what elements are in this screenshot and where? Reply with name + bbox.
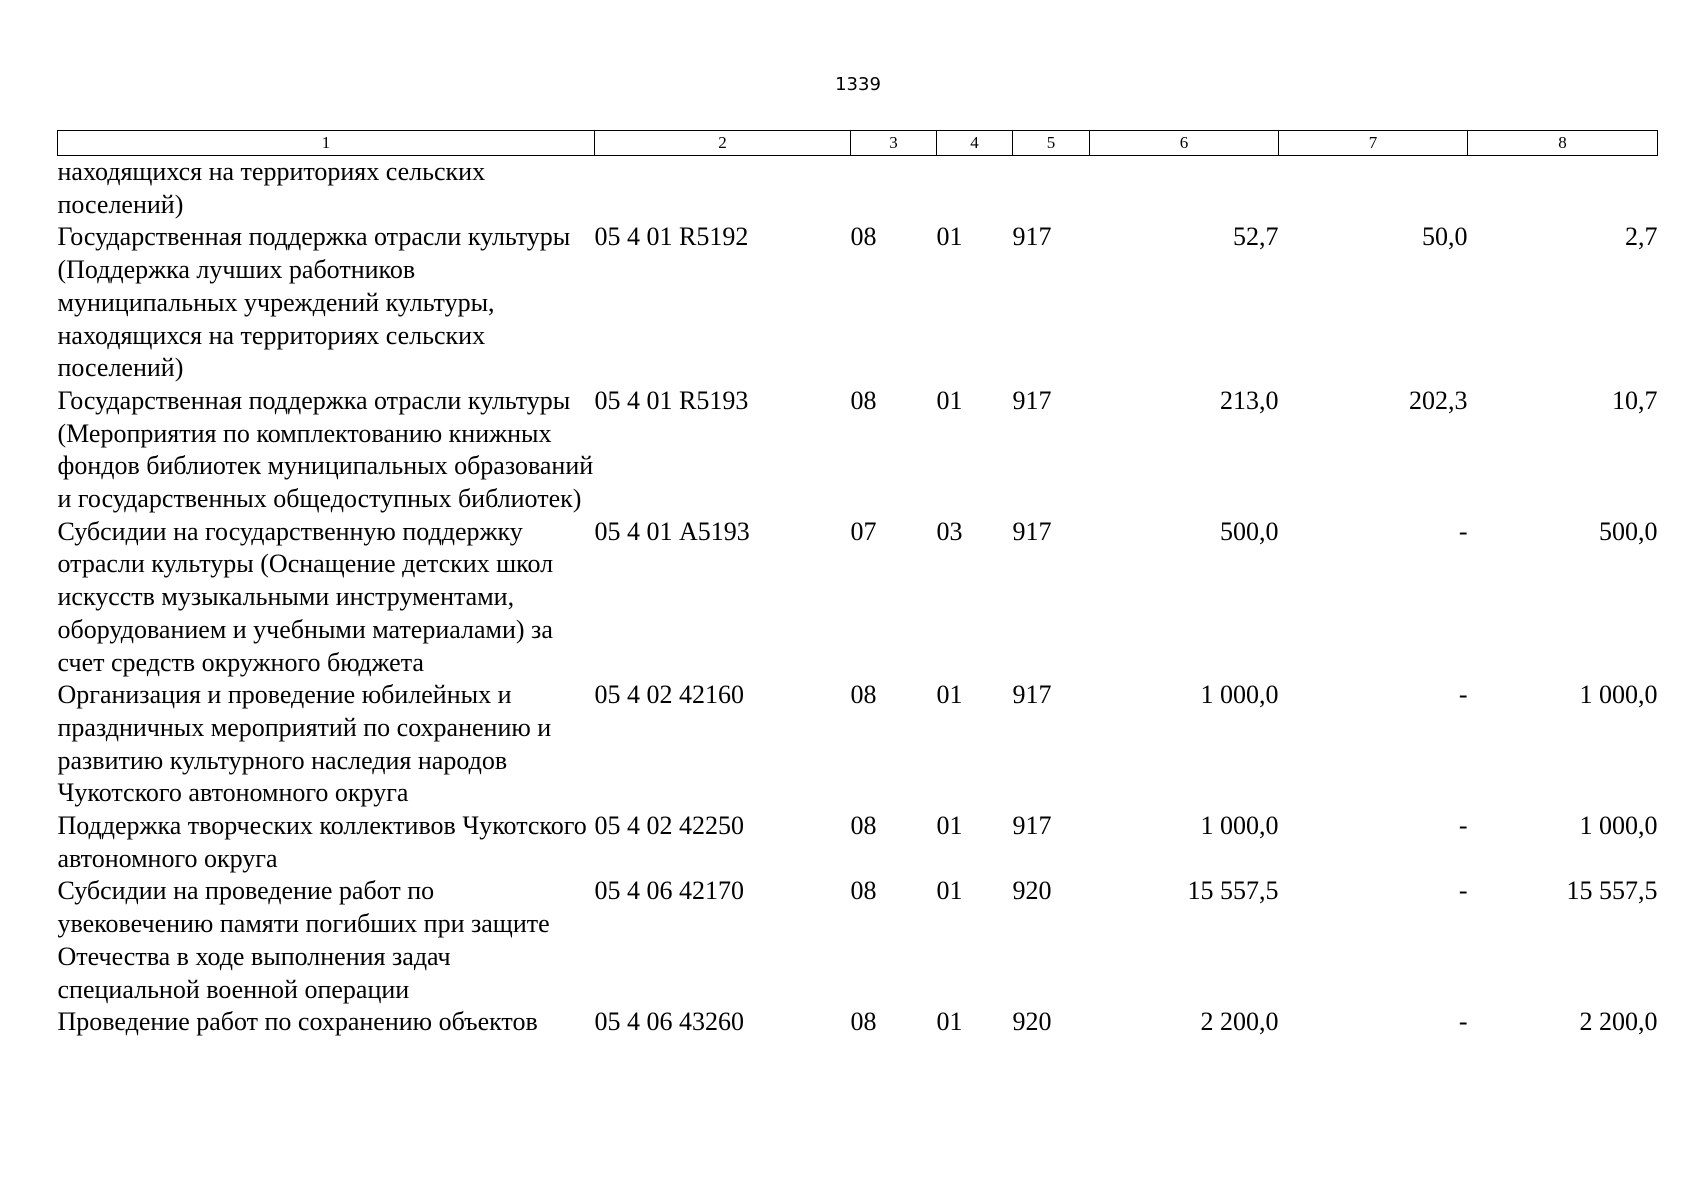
- row-regional: 2 200,0: [1579, 1007, 1658, 1037]
- row-total: 1 000,0: [1200, 811, 1279, 841]
- row-subsection: 03: [936, 516, 963, 546]
- row-name: Субсидии на проведение работ по увековечению памяти погибших при защите Отечества в ходе выполнения задач специальной военной операции: [57, 876, 550, 1004]
- page-number: 1339: [835, 74, 881, 95]
- row-federal: -: [1458, 811, 1468, 841]
- row-section: 08: [850, 680, 877, 710]
- row-name: Субсидии на государственную поддержку отрасли культуры (Оснащение детских школ искусств музыкальными инструментами, оборудованием и учебными материалами) за счет средств окружного бюджета: [57, 516, 554, 677]
- row-name: Государственная поддержка отрасли культуры (Поддержка лучших работников муниципальных учреждений культуры, находящихся на территориях сельских поселений): [57, 222, 571, 383]
- table-row: [58, 516, 1658, 680]
- row-name: Государственная поддержка отрасли культуры (Мероприятия по комплектованию книжных фондов библиотек муниципальных образований и государственных общедоступных библиотек): [57, 385, 594, 514]
- row-code: 05 4 01 R5193: [594, 385, 749, 415]
- table-row: [58, 810, 1658, 875]
- column-header-6: 6: [1090, 131, 1279, 156]
- row-code: [595, 156, 851, 222]
- row-admin-code: [1013, 156, 1090, 222]
- row-subsection: 01: [936, 876, 963, 906]
- row-federal: -: [1458, 516, 1468, 546]
- row-subsection: 01: [936, 385, 963, 415]
- row-section: [851, 156, 937, 222]
- row-code: 05 4 02 42250: [594, 811, 744, 841]
- column-header-4: 4: [937, 131, 1013, 156]
- row-federal: 50,0: [1422, 222, 1468, 252]
- row-code: 05 4 01 А5193: [594, 516, 750, 546]
- row-total: 15 557,5: [1187, 876, 1279, 906]
- row-subsection: 01: [936, 222, 963, 252]
- column-header-2: 2: [595, 131, 851, 156]
- table-row: [58, 1006, 1658, 1039]
- table-header: [58, 131, 1658, 156]
- row-section: 08: [850, 1007, 877, 1037]
- row-code: 05 4 01 R5192: [594, 222, 749, 252]
- row-federal: -: [1458, 680, 1468, 710]
- row-admin-code: 917: [1012, 222, 1052, 252]
- row-total: 52,7: [1233, 222, 1279, 252]
- row-name: Поддержка творческих коллективов Чукотского автономного округа: [57, 811, 587, 873]
- table-row: [58, 156, 1658, 222]
- row-section: 08: [850, 811, 877, 841]
- table-row: [58, 679, 1658, 810]
- header-row: [58, 131, 1658, 156]
- row-admin-code: 917: [1012, 516, 1052, 546]
- row-total: [1090, 156, 1279, 222]
- row-regional: 15 557,5: [1566, 876, 1658, 906]
- row-total: 1 000,0: [1200, 680, 1279, 710]
- row-code: 05 4 02 42160: [594, 680, 744, 710]
- row-regional: 1 000,0: [1579, 680, 1658, 710]
- row-admin-code: 917: [1012, 811, 1052, 841]
- row-code: 05 4 06 42170: [594, 876, 744, 906]
- row-section: 08: [850, 876, 877, 906]
- row-section: 08: [850, 222, 877, 252]
- row-regional: 10,7: [1612, 385, 1658, 415]
- row-name: находящихся на территориях сельских поселений): [57, 157, 486, 219]
- row-section: 08: [850, 385, 877, 415]
- column-header-1: 1: [58, 131, 595, 156]
- table-body: [58, 156, 1658, 1039]
- row-total: 213,0: [1220, 385, 1279, 415]
- row-subsection: 01: [936, 1007, 963, 1037]
- row-total: 2 200,0: [1200, 1007, 1279, 1037]
- row-admin-code: 920: [1012, 876, 1052, 906]
- column-header-3: 3: [851, 131, 937, 156]
- row-regional: [1468, 156, 1658, 222]
- row-name: Организация и проведение юбилейных и праздничных мероприятий по сохранению и развитию культурного наследия народов Чукотского автономного округа: [57, 680, 552, 808]
- row-subsection: 01: [936, 680, 963, 710]
- row-regional: 2,7: [1625, 222, 1658, 252]
- row-federal: -: [1458, 876, 1468, 906]
- row-name: Проведение работ по сохранению объектов: [57, 1007, 538, 1037]
- row-admin-code: 920: [1012, 1007, 1052, 1037]
- table-row: [58, 875, 1658, 1006]
- row-federal: 202,3: [1409, 385, 1468, 415]
- row-code: 05 4 06 43260: [594, 1007, 744, 1037]
- column-header-8: 8: [1468, 131, 1658, 156]
- row-admin-code: 917: [1012, 385, 1052, 415]
- row-total: 500,0: [1220, 516, 1279, 546]
- row-regional: 1 000,0: [1579, 811, 1658, 841]
- row-subsection: 01: [936, 811, 963, 841]
- row-federal: -: [1458, 1007, 1468, 1037]
- row-regional: 500,0: [1599, 516, 1658, 546]
- row-section: 07: [850, 516, 877, 546]
- budget-table: [57, 130, 1658, 1039]
- row-federal: [1279, 156, 1468, 222]
- column-header-7: 7: [1279, 131, 1468, 156]
- table-row: [58, 221, 1658, 385]
- row-admin-code: 917: [1012, 680, 1052, 710]
- row-subsection: [937, 156, 1013, 222]
- table-row: [58, 385, 1658, 516]
- column-header-5: 5: [1013, 131, 1090, 156]
